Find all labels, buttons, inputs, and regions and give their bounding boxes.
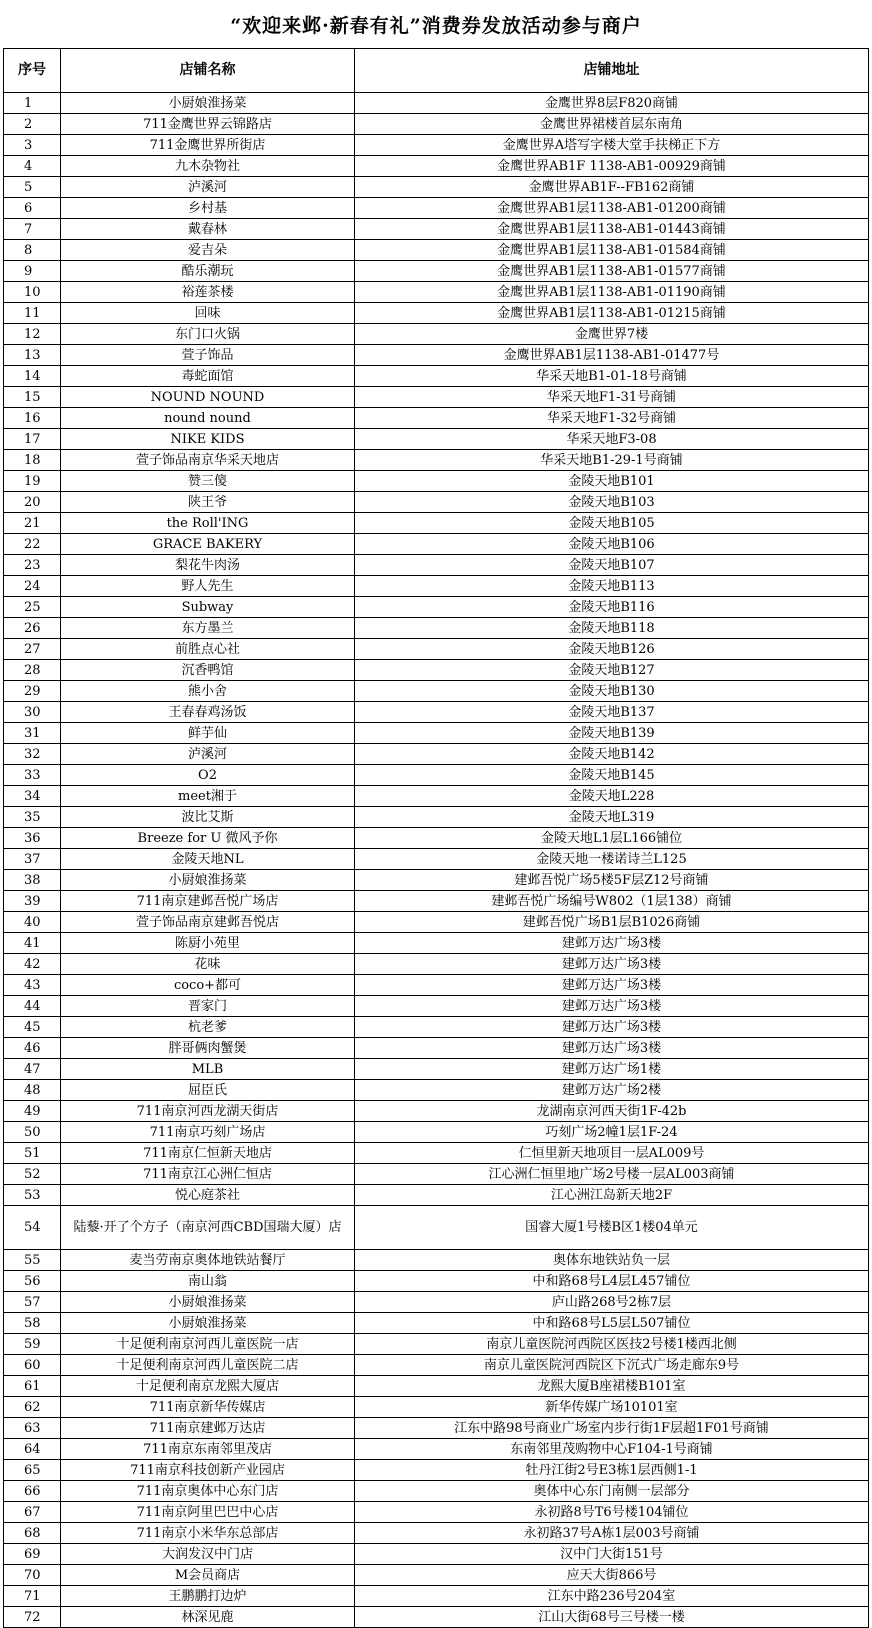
table-row: [4, 198, 869, 219]
merchant-address: 金陵天地一楼诺诗兰L125: [355, 849, 869, 870]
merchant-address: 牡丹江街2号E3栋1层西侧1-1: [355, 1460, 869, 1481]
row-index: 43: [4, 975, 61, 996]
merchant-name: 萱子饰品: [61, 345, 355, 366]
row-index: 35: [4, 807, 61, 828]
table-row: [4, 513, 869, 534]
table-row: [4, 1586, 869, 1607]
merchant-name: 711南京河西龙湖天街店: [61, 1101, 355, 1122]
merchant-address: 金鹰世界AB1层1138-AB1-01200商铺: [355, 198, 869, 219]
row-index: 4: [4, 156, 61, 177]
merchant-name: 回味: [61, 303, 355, 324]
merchant-name: 酷乐潮玩: [61, 261, 355, 282]
row-index: 24: [4, 576, 61, 597]
merchant-address: 建邺吾悦广场编号W802（1层138）商铺: [355, 891, 869, 912]
merchant-address: 新华传媒广场10101室: [355, 1397, 869, 1418]
merchant-address: 建邺吾悦广场B1层B1026商铺: [355, 912, 869, 933]
table-row: [4, 387, 869, 408]
merchant-address: 金陵天地B106: [355, 534, 869, 555]
merchant-name: 陕王爷: [61, 492, 355, 513]
page-title: “欢迎来邺·新春有礼”消费券发放活动参与商户: [230, 14, 642, 37]
row-index: 54: [4, 1206, 61, 1250]
row-index: 18: [4, 450, 61, 471]
header-index: 序号: [4, 49, 61, 93]
table-row: [4, 1502, 869, 1523]
merchant-address: 金鹰世界AB1层1138-AB1-01190商铺: [355, 282, 869, 303]
row-index: 50: [4, 1122, 61, 1143]
merchant-name: 屈臣氏: [61, 1080, 355, 1101]
row-index: 1: [4, 93, 61, 114]
merchant-address: 巧刻广场2幢1层1F-24: [355, 1122, 869, 1143]
row-index: 10: [4, 282, 61, 303]
merchant-name: 711南京建邺吾悦广场店: [61, 891, 355, 912]
merchant-name: 王鹏鹏打边炉: [61, 1586, 355, 1607]
table-row: [4, 1122, 869, 1143]
merchant-name: GRACE BAKERY: [61, 534, 355, 555]
merchant-address: 应天大街866号: [355, 1565, 869, 1586]
table-row: [4, 1250, 869, 1271]
row-index: 44: [4, 996, 61, 1017]
table-row: [4, 1271, 869, 1292]
table-row: [4, 765, 869, 786]
merchant-address: 江心洲江岛新天地2F: [355, 1185, 869, 1206]
merchant-address: 金陵天地B137: [355, 702, 869, 723]
merchant-address: 金陵天地B101: [355, 471, 869, 492]
merchant-address: 建邺万达广场2楼: [355, 1080, 869, 1101]
merchant-name: 花味: [61, 954, 355, 975]
merchant-name: Subway: [61, 597, 355, 618]
table-row: [4, 282, 869, 303]
table-row: [4, 1101, 869, 1122]
table-row: [4, 1059, 869, 1080]
merchant-address: 金鹰世界AB1层1138-AB1-01215商铺: [355, 303, 869, 324]
merchant-address: 建邺万达广场3楼: [355, 933, 869, 954]
merchant-address: 金鹰世界7楼: [355, 324, 869, 345]
merchant-address: 金鹰世界AB1层1138-AB1-01577商铺: [355, 261, 869, 282]
table-row: [4, 1334, 869, 1355]
merchant-name: 泸溪河: [61, 177, 355, 198]
merchant-address: 仁恒里新天地项目一层AL009号: [355, 1143, 869, 1164]
table-row: [4, 1439, 869, 1460]
merchant-name: 戴春林: [61, 219, 355, 240]
merchant-name: 前胜点心社: [61, 639, 355, 660]
row-index: 21: [4, 513, 61, 534]
merchant-name: 711南京新华传媒店: [61, 1397, 355, 1418]
table-row: [4, 324, 869, 345]
row-index: 9: [4, 261, 61, 282]
merchant-name: 陆藜·开了个方子（南京河西CBD国瑞大厦）店: [61, 1206, 355, 1250]
merchant-address: 华采天地F1-32号商铺: [355, 408, 869, 429]
merchant-address: 华采天地B1-29-1号商铺: [355, 450, 869, 471]
merchant-name: 711金鹰世界云锦路店: [61, 114, 355, 135]
row-index: 3: [4, 135, 61, 156]
table-row: [4, 93, 869, 114]
table-row: [4, 1544, 869, 1565]
merchant-address: 金陵天地B145: [355, 765, 869, 786]
row-index: 37: [4, 849, 61, 870]
merchant-address: 江心洲仁恒里地广场2号楼一层AL003商铺: [355, 1164, 869, 1185]
row-index: 56: [4, 1271, 61, 1292]
merchant-name: 711南京东南邻里茂店: [61, 1439, 355, 1460]
merchant-address: 中和路68号L5层L507铺位: [355, 1313, 869, 1334]
table-row: [4, 681, 869, 702]
table-row: [4, 219, 869, 240]
row-index: 29: [4, 681, 61, 702]
table-row: [4, 1418, 869, 1439]
merchant-address: 建邺吾悦广场5楼5F层Z12号商铺: [355, 870, 869, 891]
row-index: 71: [4, 1586, 61, 1607]
merchant-name: 711南京仁恒新天地店: [61, 1143, 355, 1164]
row-index: 59: [4, 1334, 61, 1355]
merchant-name: 十足便利南京河西儿童医院一店: [61, 1334, 355, 1355]
merchant-name: 小厨娘淮扬菜: [61, 1313, 355, 1334]
row-index: 53: [4, 1185, 61, 1206]
merchant-address: 金陵天地L228: [355, 786, 869, 807]
merchant-name: 裕莲茶楼: [61, 282, 355, 303]
merchant-address: 金陵天地B139: [355, 723, 869, 744]
table-row: [4, 996, 869, 1017]
merchant-address: 建邺万达广场1楼: [355, 1059, 869, 1080]
table-row: [4, 408, 869, 429]
row-index: 32: [4, 744, 61, 765]
table-row: [4, 1292, 869, 1313]
merchant-address: 华采天地F1-31号商铺: [355, 387, 869, 408]
table-row: [4, 1397, 869, 1418]
merchant-name: 麦当劳南京奥体地铁站餐厅: [61, 1250, 355, 1271]
merchant-address: 南京儿童医院河西院区下沉式广场走廊东9号: [355, 1355, 869, 1376]
merchant-name: 胖哥俩肉蟹煲: [61, 1038, 355, 1059]
row-index: 47: [4, 1059, 61, 1080]
table-row: [4, 135, 869, 156]
table-row: [4, 156, 869, 177]
table-row: [4, 492, 869, 513]
table-row: [4, 702, 869, 723]
merchant-address: 奥体东地铁站负一层: [355, 1250, 869, 1271]
row-index: 26: [4, 618, 61, 639]
merchant-name: 陈厨小苑里: [61, 933, 355, 954]
merchant-name: 梨花牛肉汤: [61, 555, 355, 576]
row-index: 11: [4, 303, 61, 324]
merchant-address: 金鹰世界裙楼首层东南角: [355, 114, 869, 135]
merchant-name: nound nound: [61, 408, 355, 429]
merchant-address: 金陵天地B105: [355, 513, 869, 534]
merchant-name: 野人先生: [61, 576, 355, 597]
row-index: 63: [4, 1418, 61, 1439]
merchant-name: 萱子饰品南京建邺吾悦店: [61, 912, 355, 933]
row-index: 20: [4, 492, 61, 513]
merchant-address: 龙熙大厦B座裙楼B101室: [355, 1376, 869, 1397]
row-index: 69: [4, 1544, 61, 1565]
merchant-address: 中和路68号L4层L457铺位: [355, 1271, 869, 1292]
table-row: [4, 177, 869, 198]
row-index: 34: [4, 786, 61, 807]
merchant-address: 建邺万达广场3楼: [355, 996, 869, 1017]
merchant-address: 金陵天地B118: [355, 618, 869, 639]
header-address: 店铺地址: [355, 49, 869, 93]
merchant-address: 汉中门大街151号: [355, 1544, 869, 1565]
table-row: [4, 723, 869, 744]
table-row: [4, 303, 869, 324]
table-row: [4, 1460, 869, 1481]
table-row: [4, 345, 869, 366]
merchant-address: 金陵天地B142: [355, 744, 869, 765]
row-index: 58: [4, 1313, 61, 1334]
row-index: 55: [4, 1250, 61, 1271]
merchant-address: 龙湖南京河西天街1F-42b: [355, 1101, 869, 1122]
merchant-address: 建邺万达广场3楼: [355, 975, 869, 996]
row-index: 40: [4, 912, 61, 933]
merchant-address: 永初路37号A栋1层003号商铺: [355, 1523, 869, 1544]
row-index: 17: [4, 429, 61, 450]
row-index: 8: [4, 240, 61, 261]
merchant-name: NIKE KIDS: [61, 429, 355, 450]
table-row: [4, 1565, 869, 1586]
row-index: 38: [4, 870, 61, 891]
merchant-name: 十足便利南京龙熙大厦店: [61, 1376, 355, 1397]
table-row: [4, 1143, 869, 1164]
merchant-name: 毒蛇面馆: [61, 366, 355, 387]
merchant-name: Breeze for U 微风予你: [61, 828, 355, 849]
merchant-name: MLB: [61, 1059, 355, 1080]
row-index: 49: [4, 1101, 61, 1122]
row-index: 66: [4, 1481, 61, 1502]
row-index: 42: [4, 954, 61, 975]
merchant-name: 悦心庭茶社: [61, 1185, 355, 1206]
merchant-address: 庐山路268号2栋7层: [355, 1292, 869, 1313]
row-index: 27: [4, 639, 61, 660]
merchant-name: 711金鹰世界所街店: [61, 135, 355, 156]
table-row: [4, 1185, 869, 1206]
merchant-address: 金陵天地B126: [355, 639, 869, 660]
table-row: [4, 1080, 869, 1101]
row-index: 7: [4, 219, 61, 240]
header-name: 店铺名称: [61, 49, 355, 93]
merchant-name: 711南京科技创新产业园店: [61, 1460, 355, 1481]
merchant-address: 金陵天地B103: [355, 492, 869, 513]
merchant-name: 晋家门: [61, 996, 355, 1017]
row-index: 6: [4, 198, 61, 219]
table-row: [4, 576, 869, 597]
merchant-name: 711南京阿里巴巴中心店: [61, 1502, 355, 1523]
merchant-name: 杭老爹: [61, 1017, 355, 1038]
row-index: 22: [4, 534, 61, 555]
merchant-table: [3, 48, 869, 1628]
row-index: 72: [4, 1607, 61, 1628]
table-row: [4, 1038, 869, 1059]
merchant-name: the Roll'ING: [61, 513, 355, 534]
merchant-address: 东南邻里茂购物中心F104-1号商铺: [355, 1439, 869, 1460]
merchant-name: coco+都可: [61, 975, 355, 996]
merchant-name: 南山翁: [61, 1271, 355, 1292]
merchant-address: 金鹰世界AB1层1138-AB1-01584商铺: [355, 240, 869, 261]
table-row: [4, 807, 869, 828]
merchant-address: 金陵天地B130: [355, 681, 869, 702]
merchant-name: M会员商店: [61, 1565, 355, 1586]
row-index: 60: [4, 1355, 61, 1376]
table-row: [4, 450, 869, 471]
table-body: [4, 93, 869, 1628]
merchant-name: 711南京建邺万达店: [61, 1418, 355, 1439]
table-row: [4, 828, 869, 849]
table-row: [4, 660, 869, 681]
merchant-address: 华采天地B1-01-18号商铺: [355, 366, 869, 387]
row-index: 2: [4, 114, 61, 135]
merchant-name: 711南京小米华东总部店: [61, 1523, 355, 1544]
table-row: [4, 870, 869, 891]
table-row: [4, 1376, 869, 1397]
merchant-address: 金鹰世界A塔写字楼大堂手扶梯正下方: [355, 135, 869, 156]
row-index: 46: [4, 1038, 61, 1059]
merchant-name: meet湘于: [61, 786, 355, 807]
merchant-address: 建邺万达广场3楼: [355, 954, 869, 975]
row-index: 57: [4, 1292, 61, 1313]
merchant-address: 金陵天地L319: [355, 807, 869, 828]
table-row: [4, 891, 869, 912]
table-row: [4, 618, 869, 639]
merchant-name: 萱子饰品南京华采天地店: [61, 450, 355, 471]
row-index: 62: [4, 1397, 61, 1418]
table-row: [4, 1017, 869, 1038]
table-row: [4, 1313, 869, 1334]
merchant-address: 建邺万达广场3楼: [355, 1017, 869, 1038]
row-index: 45: [4, 1017, 61, 1038]
merchant-address: 金陵天地B107: [355, 555, 869, 576]
row-index: 61: [4, 1376, 61, 1397]
merchant-name: 熊小舍: [61, 681, 355, 702]
row-index: 68: [4, 1523, 61, 1544]
merchant-name: 泸溪河: [61, 744, 355, 765]
merchant-name: 711南京江心洲仁恒店: [61, 1164, 355, 1185]
merchant-address: 永初路8号T6号楼104铺位: [355, 1502, 869, 1523]
merchant-name: 东方墨兰: [61, 618, 355, 639]
table-row: [4, 744, 869, 765]
row-index: 48: [4, 1080, 61, 1101]
row-index: 23: [4, 555, 61, 576]
merchant-name: 沉香鸭馆: [61, 660, 355, 681]
table-row: [4, 954, 869, 975]
merchant-address: 金鹰世界AB1F 1138-AB1-00929商铺: [355, 156, 869, 177]
table-row: [4, 1481, 869, 1502]
merchant-name: 小厨娘淮扬菜: [61, 1292, 355, 1313]
row-index: 52: [4, 1164, 61, 1185]
row-index: 51: [4, 1143, 61, 1164]
merchant-address: 南京儿童医院河西院区医技2号楼1楼西北侧: [355, 1334, 869, 1355]
merchant-address: 金鹰世界AB1层1138-AB1-01477号: [355, 345, 869, 366]
table-row: [4, 429, 869, 450]
merchant-address: 金陵天地L1层L166铺位: [355, 828, 869, 849]
merchant-name: O2: [61, 765, 355, 786]
merchant-address: 奥体中心东门南侧一层部分: [355, 1481, 869, 1502]
table-row: [4, 1206, 869, 1250]
merchant-name: 小厨娘淮扬菜: [61, 93, 355, 114]
table-row: [4, 1355, 869, 1376]
table-row: [4, 639, 869, 660]
merchant-name: 小厨娘淮扬菜: [61, 870, 355, 891]
merchant-name: 十足便利南京河西儿童医院二店: [61, 1355, 355, 1376]
merchant-name: 大润发汉中门店: [61, 1544, 355, 1565]
row-index: 15: [4, 387, 61, 408]
merchant-address: 江东中路236号204室: [355, 1586, 869, 1607]
merchant-name: 鲜芋仙: [61, 723, 355, 744]
merchant-name: 东门口火锅: [61, 324, 355, 345]
table-row: [4, 933, 869, 954]
merchant-address: 华采天地F3-08: [355, 429, 869, 450]
row-index: 65: [4, 1460, 61, 1481]
row-index: 16: [4, 408, 61, 429]
row-index: 31: [4, 723, 61, 744]
row-index: 67: [4, 1502, 61, 1523]
table-row: [4, 1164, 869, 1185]
row-index: 13: [4, 345, 61, 366]
merchant-name: 乡村基: [61, 198, 355, 219]
row-index: 70: [4, 1565, 61, 1586]
row-index: 25: [4, 597, 61, 618]
row-index: 28: [4, 660, 61, 681]
table-row: [4, 534, 869, 555]
table-row: [4, 849, 869, 870]
merchant-name: 波比艾斯: [61, 807, 355, 828]
table-row: [4, 240, 869, 261]
merchant-name: 711南京巧刻广场店: [61, 1122, 355, 1143]
merchant-address: 金鹰世界AB1F--FB162商铺: [355, 177, 869, 198]
merchant-address: 金陵天地B127: [355, 660, 869, 681]
merchant-name: 爱吉朵: [61, 240, 355, 261]
merchant-address: 国睿大厦1号楼B区1楼04单元: [355, 1206, 869, 1250]
table-row: [4, 114, 869, 135]
row-index: 36: [4, 828, 61, 849]
merchant-name: 金陵天地NL: [61, 849, 355, 870]
row-index: 41: [4, 933, 61, 954]
table-row: [4, 975, 869, 996]
merchant-address: 江山大街68号三号楼一楼: [355, 1607, 869, 1628]
row-index: 12: [4, 324, 61, 345]
merchant-address: 江东中路98号商业广场室内步行街1F层超1F01号商铺: [355, 1418, 869, 1439]
merchant-name: 711南京奥体中心东门店: [61, 1481, 355, 1502]
table-row: [4, 1523, 869, 1544]
merchant-name: 赞三傻: [61, 471, 355, 492]
row-index: 5: [4, 177, 61, 198]
table-row: [4, 912, 869, 933]
row-index: 64: [4, 1439, 61, 1460]
table-header-row: [4, 49, 869, 93]
merchant-address: 金陵天地B116: [355, 597, 869, 618]
merchant-name: 王春春鸡汤饭: [61, 702, 355, 723]
table-row: [4, 1607, 869, 1628]
row-index: 33: [4, 765, 61, 786]
merchant-address: 建邺万达广场3楼: [355, 1038, 869, 1059]
table-row: [4, 597, 869, 618]
table-row: [4, 366, 869, 387]
table-row: [4, 786, 869, 807]
merchant-name: NOUND NOUND: [61, 387, 355, 408]
row-index: 39: [4, 891, 61, 912]
merchant-name: 林深见鹿: [61, 1607, 355, 1628]
row-index: 19: [4, 471, 61, 492]
table-row: [4, 555, 869, 576]
merchant-address: 金鹰世界AB1层1138-AB1-01443商铺: [355, 219, 869, 240]
table-row: [4, 471, 869, 492]
merchant-address: 金鹰世界8层F820商铺: [355, 93, 869, 114]
table-row: [4, 261, 869, 282]
row-index: 30: [4, 702, 61, 723]
merchant-address: 金陵天地B113: [355, 576, 869, 597]
merchant-name: 九木杂物社: [61, 156, 355, 177]
row-index: 14: [4, 366, 61, 387]
